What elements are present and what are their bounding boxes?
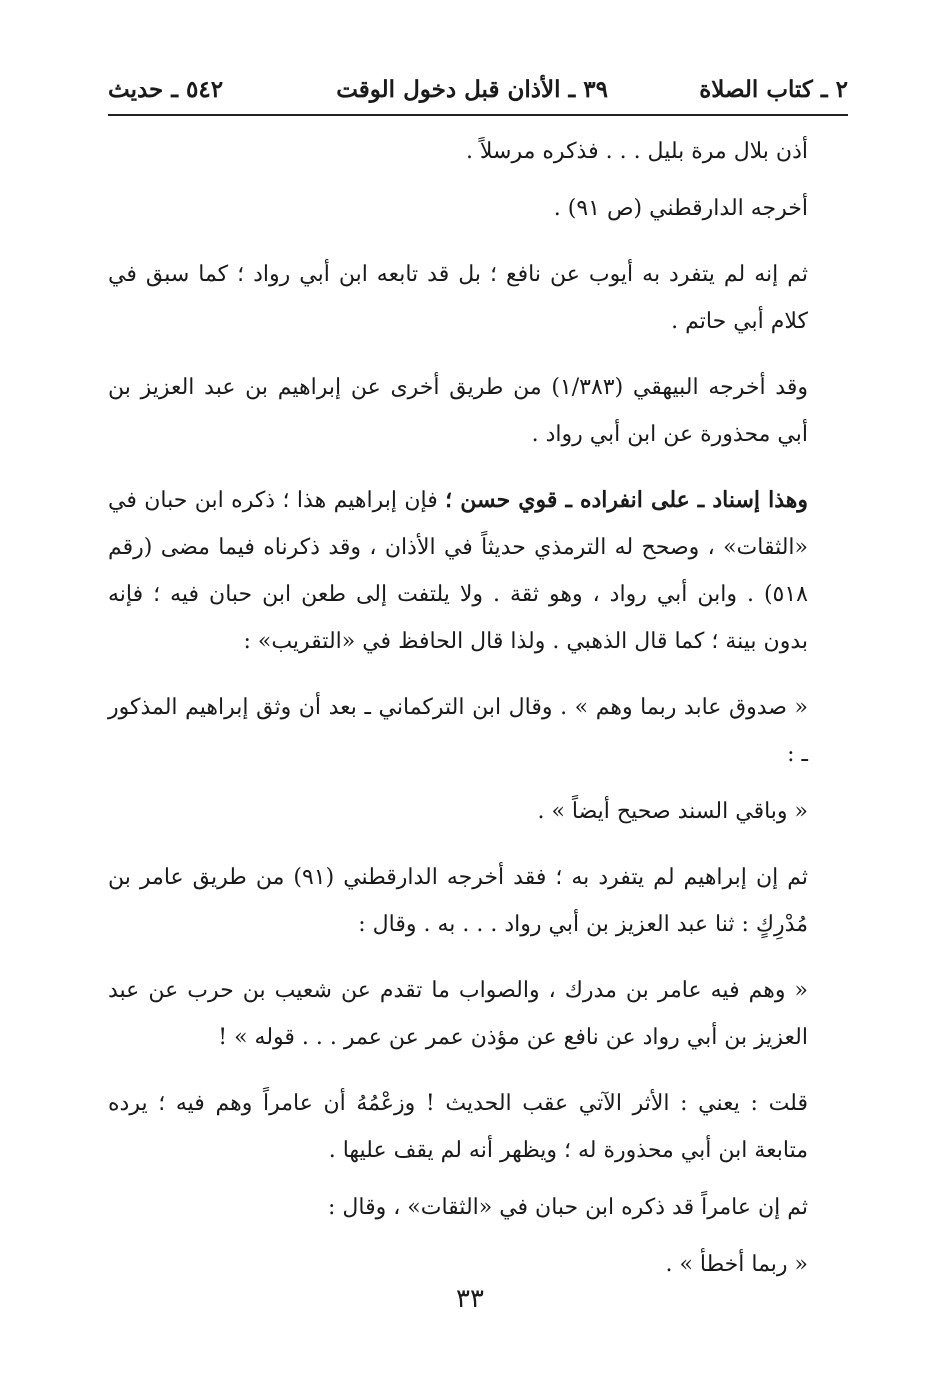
running-header: [108, 72, 848, 112]
paragraph-text: فإن إبراهيم هذا ؛ ذكره ابن حبان في «الثقات» ، وصحح له الترمذي حديثاً في الأذان ، وقد ذكرناه فيما مضى (رقم ٥١٨) . وابن أبي رواد ، وهو ثقة . ولا يلتفت إلى طعن ابن حبان فيه ؛ فإنه بدون بينة ؛ كما قال الذهبي . ولذا قال الحافظ في «التقريب» :: [108, 488, 808, 654]
paragraph: ثم إن إبراهيم لم يتفرد به ؛ فقد أخرجه الدارقطني (٩١) من طريق عامر بن مُدْرِكٍ : ثنا عبد العزيز بن أبي رواد . . . به . وقال :: [108, 865, 808, 937]
paragraph: أذن بلال مرة بليل . . . فذكره مرسلاً .: [465, 139, 808, 164]
header-divider: [108, 114, 848, 116]
paragraph: ثم إنه لم يتفرد به أيوب عن نافع ؛ بل قد تابعه ابن أبي رواد ؛ كما سبق في كلام أبي حاتم .: [108, 262, 808, 334]
quote-paragraph: « وباقي السند صحيح أيضاً » .: [537, 799, 808, 824]
header-book-title: ٢ ـ كتاب الصلاة: [699, 76, 848, 103]
header-hadith-number: ٥٤٢ ـ حديث: [108, 76, 224, 103]
quote-paragraph: « ربما أخطأ » .: [665, 1252, 808, 1277]
paragraph: [108, 477, 848, 665]
bold-statement: وهذا إسناد ـ على انفراده ـ قوي حسن ؛: [445, 487, 808, 513]
paragraph: ثم إن عامراً قد ذكره ابن حبان في «الثقات» ، وقال :: [327, 1195, 808, 1220]
paragraph: وقد أخرجه البيهقي (١/٣٨٣) من طريق أخرى عن إبراهيم بن عبد العزيز بن أبي محذورة عن ابن أبي رواد .: [108, 375, 808, 447]
quote-paragraph: « صدوق عابد ربما وهم » . وقال ابن التركماني ـ بعد أن وثق إبراهيم المذكور ـ :: [108, 695, 808, 767]
paragraph: قلت : يعني : الأثر الآتي عقب الحديث ! وزعْمُهُ أن عامراً وهم فيه ؛ يرده متابعة ابن أبي محذورة له ؛ ويظهر أنه لم يقف عليها .: [108, 1091, 808, 1163]
quote-paragraph: « وهم فيه عامر بن مدرك ، والصواب ما تقدم عن شعيب بن حرب عن عبد العزيز بن أبي رواد عن نافع عن مؤذن عمر عن عمر . . . قوله » !: [108, 978, 808, 1050]
paragraph: أخرجه الدارقطني (ص ٩١) .: [553, 196, 808, 221]
page-number: ٣٣: [456, 1284, 484, 1314]
page-body: [108, 128, 848, 1307]
header-chapter-title: ٣٩ ـ الأذان قبل دخول الوقت: [336, 76, 608, 103]
